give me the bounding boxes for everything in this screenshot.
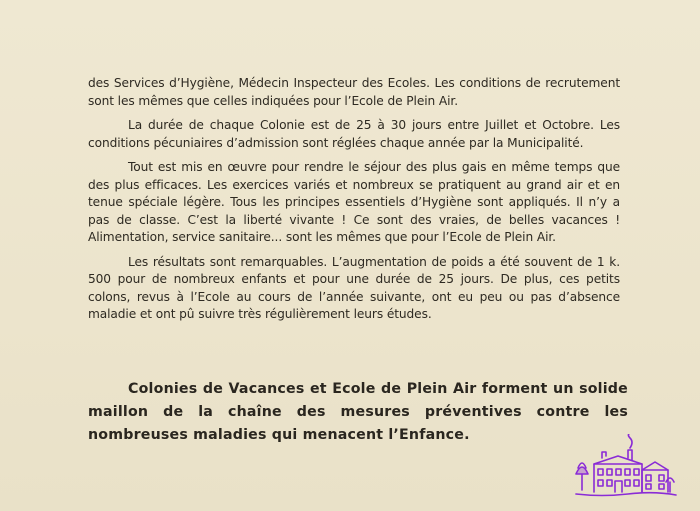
conclusion-block xyxy=(88,378,628,447)
paragraph-results: Les résultats sont remarquables. L’augmentation de poids a été souvent de 1 k. 500 pour de nombreux enfants et pour une durée de 25 jours. De plus, ces petits colons, revus à l’Ecole au cours de l’année suivante, ont eu peu ou pas d’absence maladie et ont pû suivre très régulièrement leurs études. xyxy=(88,254,620,321)
paragraph-duration: La durée de chaque Colonie est de 25 à 30 jours entre Juillet et Octobre. Les conditions pécuniaires d’admission sont réglées chaque année par la Municipalité. xyxy=(88,118,620,150)
paragraph-activities: Tout est mis en œuvre pour rendre le séjour des plus gais en même temps que des plus efficaces. Les exercices variés et nombreux se pratiquent au grand air et en tenue spéciale légère. Tous les principes essentiels d’Hygiène sont appliqués. Il n’y a pas de classe. C’est la liberté vivante ! Ce sont des vraies, de belles vacances ! Alimentation, service sanitaire... sont les mêmes que pour l’Ecole de Plein Air. xyxy=(88,160,620,244)
conclusion-text: Colonies de Vacances et Ecole de Plein Air forment un solide maillon de la chaîne des mesures préventives contre les nombreuses maladies qui menacent l’Enfance. xyxy=(88,381,628,443)
body-text xyxy=(88,75,620,331)
school-building-stamp-icon xyxy=(572,434,682,500)
paragraph-recruitment: des Services d’Hygiène, Médecin Inspecteur des Ecoles. Les conditions de recrutement sont les mêmes que celles indiquées pour l’Ecole de Plein Air. xyxy=(88,76,620,108)
